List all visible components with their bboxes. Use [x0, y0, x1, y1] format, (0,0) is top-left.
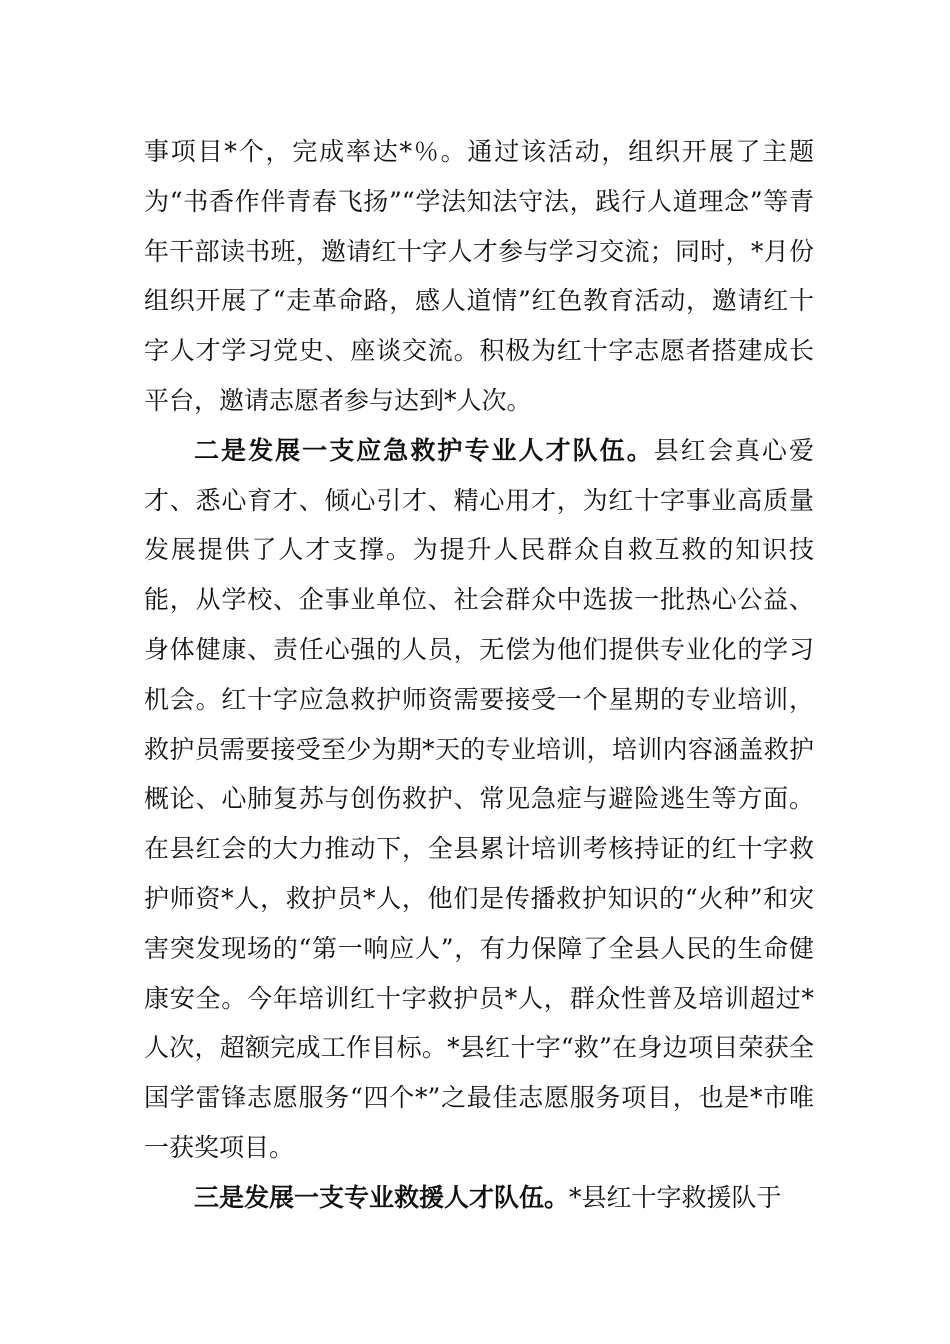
- paragraph-body: 事项目*个，完成率达*％。通过该活动，组织开展了主题为“书香作伴青春飞扬”“学法知法守法，践行人道理念”等青年干部读书班，邀请红十字人才参与学习交流；同时，*月份组织开展了“走革命路，感人道情”红色教育活动，邀请红十字人才学习党史、座谈交流。积极为红十字志愿者搭建成长平台，邀请志愿者参与达到*人次。: [144, 137, 814, 415]
- paragraph-emergency-rescue-team: [144, 426, 814, 1173]
- paragraph-continuation: [144, 127, 814, 426]
- paragraph-heading: 二是发展一支应急救护专业人才队伍。: [194, 435, 654, 465]
- paragraph-body: 县红会真心爱才、悉心育才、倾心引才、精心用才，为红十字事业高质量发展提供了人才支撑。为提升人民群众自救互救的知识技能，从学校、企事业单位、社会群众中选拔一批热心公益、身体健康、责任心强的人员，无偿为他们提供专业化的学习机会。红十字应急救护师资需要接受一个星期的专业培训，救护员需要接受至少为期*天的专业培训，培训内容涵盖救护概论、心肺复苏与创伤救护、常见急症与避险逃生等方面。在县红会的大力推动下，全县累计培训考核持证的红十字救护师资*人，救护员*人，他们是传播救护知识的“火种”和灾害突发现场的“第一响应人”，有力保障了全县人民的生命健康安全。今年培训红十字救护员*人，群众性普及培训超过*人次，超额完成工作目标。*县红十字“救”在身边项目荣获全国学雷锋志愿服务“四个*”之最佳志愿服务项目，也是*市唯一获奖项目。: [144, 435, 814, 1162]
- paragraph-professional-rescue-team: [144, 1173, 814, 1223]
- paragraph-body: *县红十字救援队于: [569, 1182, 782, 1212]
- paragraph-heading: 三是发展一支专业救援人才队伍。: [194, 1182, 570, 1212]
- document-body: [144, 127, 814, 1223]
